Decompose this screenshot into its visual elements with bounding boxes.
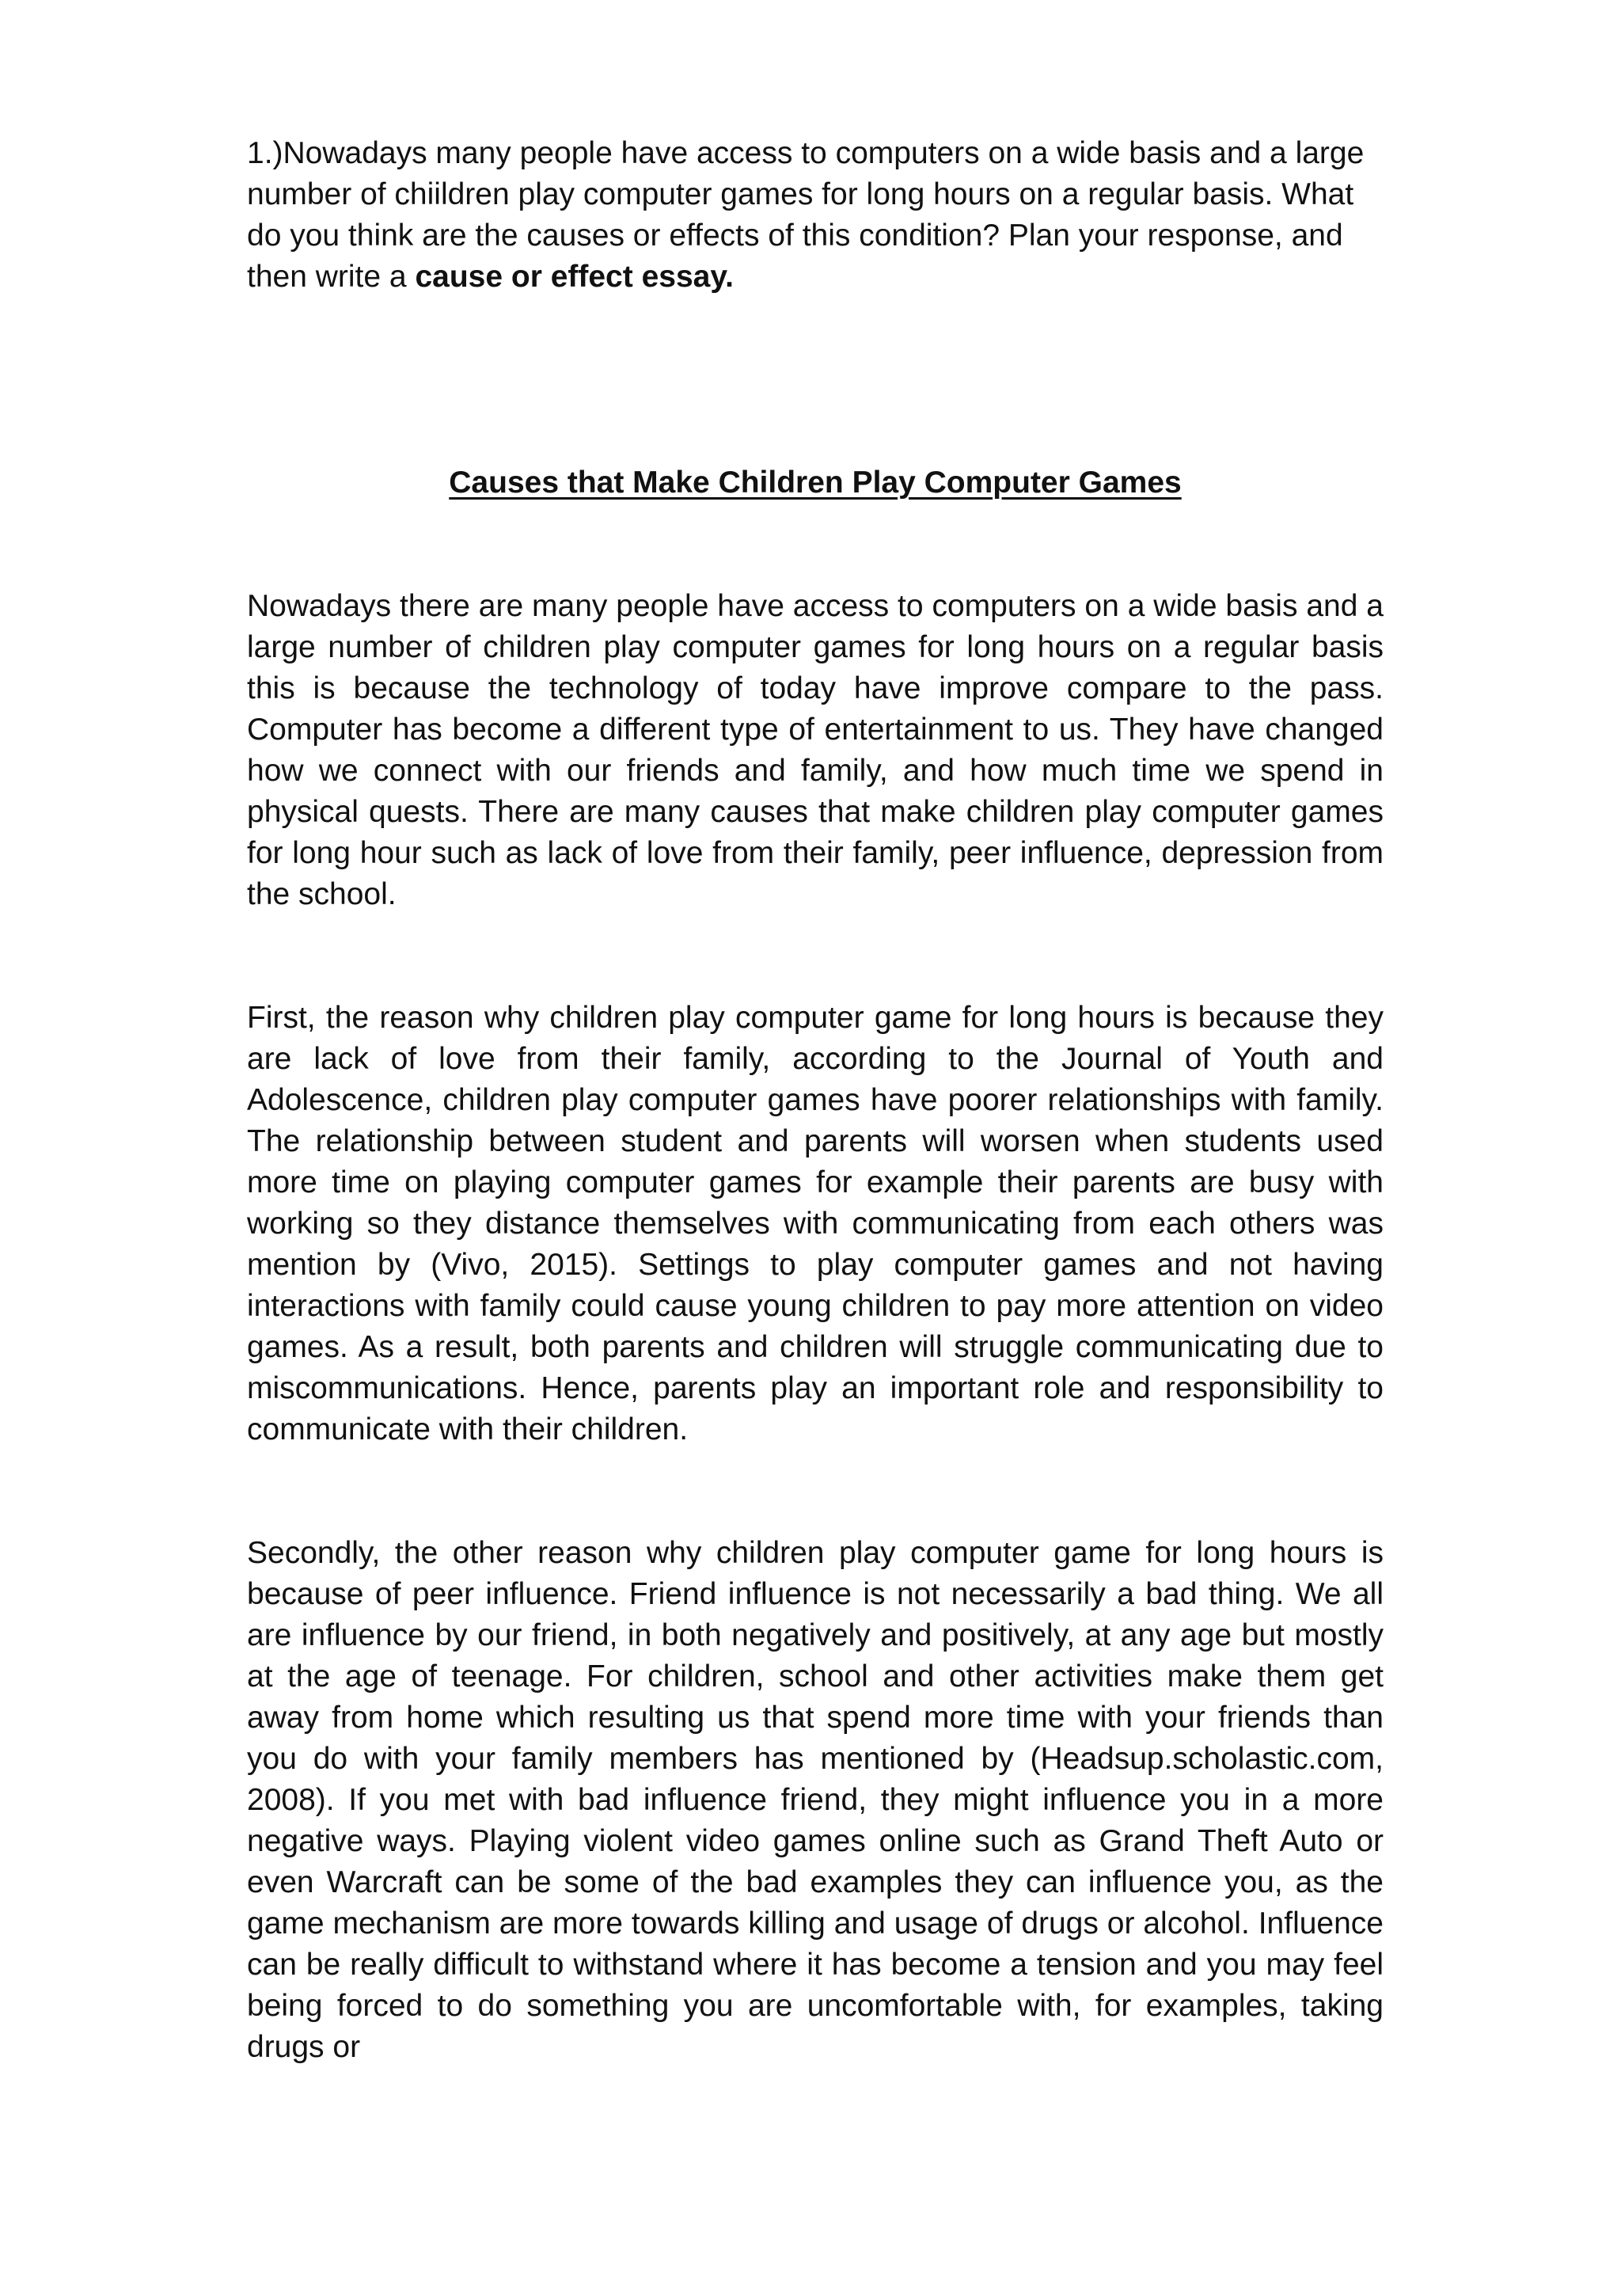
spacer bbox=[247, 915, 1384, 998]
question-emphasis: cause or effect essay. bbox=[415, 260, 734, 294]
essay-paragraph-second-cause: Secondly, the other reason why children play computer game for long hours is because of peer influence. Friend influence is not necessarily a bad thing. We all are influence by our friend, in both negatively and positively, at any age but mostly at the age of teenage. For children, school and other activities make them get away from home which resulting us that spend more time with your friends than you do with your family members has mentioned by (Headsup.scholastic.com, 2008). If you met with bad influence friend, they might influence you in a more negative ways. Playing violent video games online such as Grand Theft Auto or even Warcraft can be some of the bad examples they can influence you, as the game mechanism are more towards killing and usage of drugs or alcohol. Influence can be really difficult to withstand where it has become a tension and you may feel being forced to do something you are uncomfortable with, for examples, taking drugs or bbox=[247, 1536, 1384, 2064]
spacer bbox=[247, 1450, 1384, 1533]
essay-question bbox=[247, 133, 1384, 298]
essay-paragraph-intro: Nowadays there are many people have access to computers on a wide basis and a large number of children play computer games for long hours on a regular basis this is because the technology of today have improve compare to the pass. Computer has become a different type of entertainment to us. They have changed how we connect with our friends and family, and how much time we spend in physical quests. There are many causes that make children play computer games for long hour such as lack of love from their family, peer influence, depression from the school. bbox=[247, 589, 1384, 911]
document-content bbox=[247, 133, 1384, 2068]
essay-title: Causes that Make Children Play Computer Games bbox=[449, 466, 1182, 500]
question-text: 1.)Nowadays many people have access to computers on a wide basis and a large number of chiildren play computer games for long hours on a regular basis. What do you think are the causes or effects of this condition? Plan your response, and then write a bbox=[247, 136, 1365, 294]
spacer bbox=[247, 298, 1384, 462]
essay-paragraph-first-cause: First, the reason why children play computer game for long hours is because they are lack of love from their family, according to the Journal of Youth and Adolescence, children play computer games have poorer relationships with family. The relationship between student and parents will worsen when students used more time on playing computer games for example their parents are busy with working so they distance themselves with communicating from each others was mention by (Vivo, 2015). Settings to play computer games and not having interactions with family could cause young children to pay more attention on video games. As a result, both parents and children will struggle communicating due to miscommunications. Hence, parents play an important role and responsibility to communicate with their children. bbox=[247, 1001, 1384, 1446]
spacer bbox=[247, 504, 1384, 586]
